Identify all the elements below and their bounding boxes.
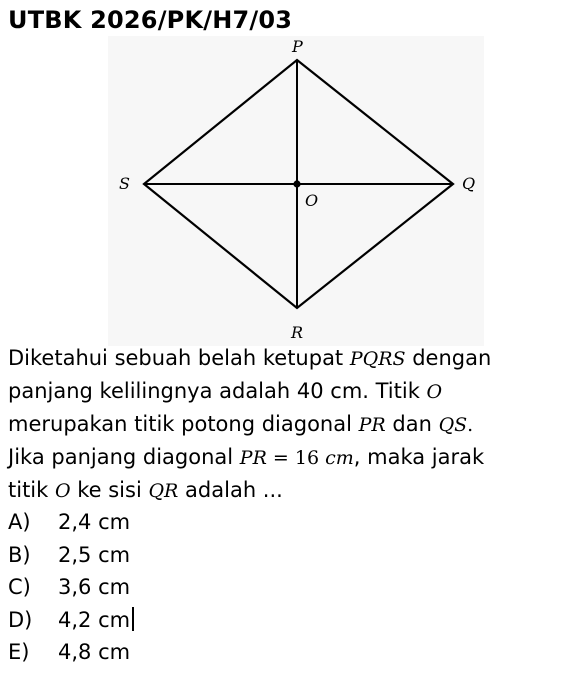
problem-code-title: UTBK 2026/PK/H7/03 [8, 6, 293, 34]
option-e[interactable]: E) 4,8 cm [8, 640, 131, 664]
question-line-5: titik O ke sisi QR adalah ... [8, 478, 283, 502]
question-line-1: Diketahui sebuah belah ketupat PQRS dengan [8, 346, 492, 370]
rhombus-figure [108, 36, 484, 346]
vertex-label-s: S [119, 174, 130, 193]
option-a[interactable]: A) 2,4 cm [8, 510, 131, 534]
text-cursor [132, 607, 134, 631]
rhombus-diagram [108, 36, 484, 346]
option-d[interactable]: D) 4,2 cm [8, 604, 134, 637]
question-line-2: panjang kelilingnya adalah 40 cm. Titik O [8, 379, 443, 403]
question-text [8, 342, 574, 507]
vertex-label-q: Q [462, 174, 476, 193]
intersection-point-o [293, 180, 300, 187]
option-b[interactable]: B) 2,5 cm [8, 542, 131, 567]
question-line-4: Jika panjang diagonal PR = 16 cm, maka jarak [8, 445, 485, 469]
question-line-3: merupakan titik potong diagonal PR dan QS. [8, 412, 474, 436]
vertex-label-p: P [292, 37, 303, 56]
answer-options [8, 506, 134, 669]
center-label-o: O [305, 191, 319, 210]
vertex-label-r: R [291, 323, 304, 342]
option-c[interactable]: C) 3,6 cm [8, 575, 131, 599]
